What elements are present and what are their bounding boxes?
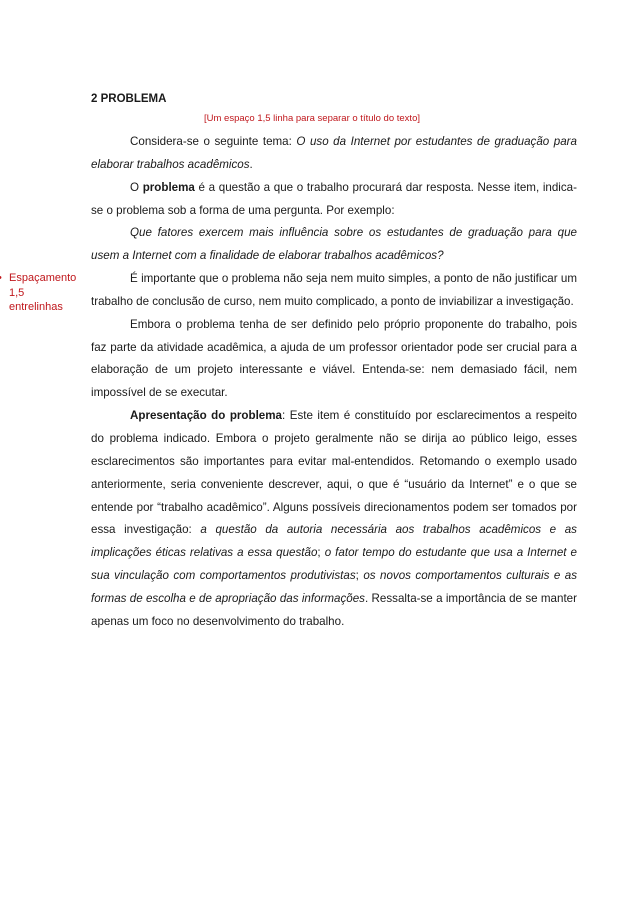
paragraph-advisor: Embora o problema tenha de ser definido pelo próprio proponente do trabalho, pois faz parte da atividade acadêmica, a ajuda de um professor orientador pode ser crucial para a elaboração de um projeto interessante e viável. Entenda-se: nem demasiado fácil, nem impossível de se executar. (91, 317, 577, 400)
direction-italic: a questão da autoria necessária aos trabalhos acadêmicos e as implicações éticas relativas a essa questão (91, 523, 577, 560)
paragraph-complexity: É importante que o problema não seja nem muito simples, a ponto de não justificar um trabalho de conclusão de curso, nem muito complicado, a ponto de inviabilizar a investigação. (91, 272, 577, 308)
theme-italic: O uso da Internet por estudantes de graduação para elaborar trabalhos acadêmicos (91, 135, 577, 171)
bullet-marker (0, 271, 2, 286)
paragraph-problem-definition (91, 177, 577, 223)
text-run: O (130, 180, 143, 194)
annotation-line: entrelinhas (9, 301, 63, 313)
problem-bold: problema (142, 180, 195, 194)
body-text (91, 131, 577, 634)
text-run: ; (317, 546, 325, 560)
line-spacing-annotation (0, 271, 88, 315)
text-run: . Ressalta-se a importância de se manter apenas um foco no desenvolvimento do trabalho. (91, 591, 577, 628)
text-run: . (249, 157, 253, 171)
text-run: : Este item é constituído por esclarecimentos a respeito do problema indicado. Embora o projeto geralmente não se dirija ao público leigo, esses esclarecimentos são importantes para evitar mal-entendidos. Retomando o exemplo usado anteriormente, seria conveniente descrever, aqui, o que é “usuário da Internet” e o que se entende por “trabalho acadêmico”. Alguns possíveis direcionamentos podem ser tomados por essa investigação: (91, 409, 578, 537)
paragraph-theme (91, 131, 577, 177)
text-run: é a questão a que o trabalho procurará dar resposta. Nesse item, indica-se o problema sob a forma de uma pergunta. Por exemplo: (91, 180, 577, 217)
paragraph-presentation (91, 405, 577, 633)
title-spacing-note: [Um espaço 1,5 linha para separar o título do texto] (204, 113, 420, 124)
section-heading: 2 PROBLEMA (91, 93, 167, 105)
direction-italic: os novos comportamentos culturais e as formas de escolha e de apropriação das informações (91, 569, 577, 605)
text-run: ; (355, 569, 364, 583)
paragraph-example-question (91, 222, 577, 268)
annotation-line: 1,5 (9, 286, 25, 299)
question-italic: Que fatores exercem mais influência sobre os estudantes de graduação para que usem a Internet com a finalidade de elaborar trabalhos acadêmicos? (91, 226, 577, 263)
presentation-bold: Apresentação do problema (130, 409, 283, 423)
text-run: Considera-se o seguinte tema: (130, 135, 297, 148)
annotation-line: Espaçamento (9, 272, 77, 284)
direction-italic: o fator tempo do estudante que usa a Internet e sua vinculação com comportamentos produtivistas (91, 546, 577, 583)
